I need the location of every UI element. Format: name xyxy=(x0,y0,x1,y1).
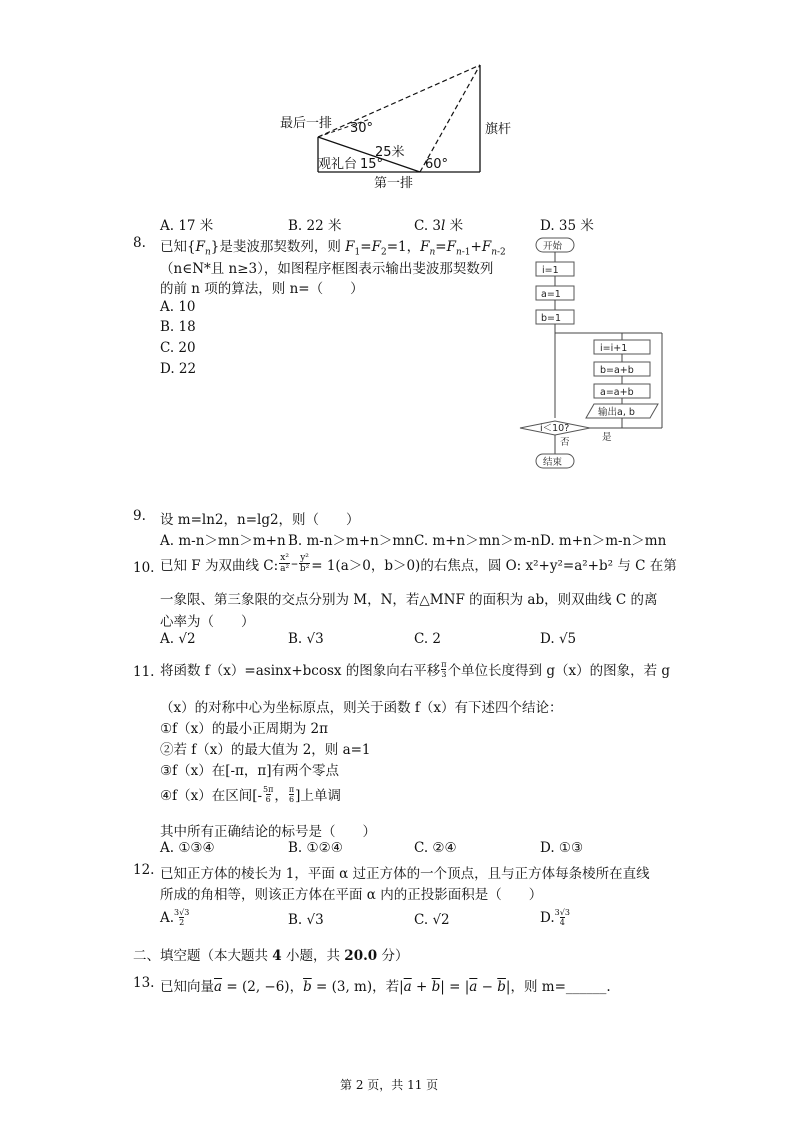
first-row-label: 第一排 xyxy=(374,176,414,191)
q13-stem: 已知向量$\overline{a} = (2$, −6)，$\overline{b} = (3$, m)，若$|\overline{a} + \overline{b}| = |\overline{a} - \overline{b}|$，则 m=______. xyxy=(160,979,611,995)
q11-option-d[interactable]: D. ①③ xyxy=(540,840,584,856)
q11-option-a[interactable]: A. ①③④ xyxy=(160,840,215,856)
fibonacci-flowchart xyxy=(512,232,672,477)
angle-60-label: 60° xyxy=(425,157,449,172)
q10-fraction-y: $\frac{\text{y²}}{\text{b²}}$ xyxy=(299,553,310,574)
q9-option-b[interactable]: B. m-n＞m+n＞mn xyxy=(288,533,414,549)
q11-fraction-pi-3: π 3 xyxy=(441,659,447,679)
q10-option-d[interactable]: D. √5 xyxy=(540,631,577,647)
flowchart-b-init-label: b=1 xyxy=(541,313,562,324)
angle-15-label: 15° xyxy=(360,157,384,172)
q12-option-c[interactable]: C. √2 xyxy=(414,912,450,928)
flowchart-yes-label: 是 xyxy=(602,432,612,443)
q8-stem-line1: 已知$\{F_n\}$是斐波那契数列，则 $F_1=F_2=1$，$F_n=F_{n-1}+F_{n-2}$ xyxy=(160,239,506,258)
q9-option-d[interactable]: D. m+n＞m-n＞mn xyxy=(540,533,667,549)
flowchart-condition-label: i＜10? xyxy=(540,423,570,434)
platform-label: 观礼台 xyxy=(318,157,358,172)
q8-stem-line2: （n∈N*且 n≥3），如图程序框图表示输出斐波那契数列 xyxy=(160,261,494,277)
flowchart-a-update-label: a=a+b xyxy=(600,387,634,398)
page-footer: 第 2 页，共 11 页 xyxy=(340,1078,439,1092)
q11-stem-line2: （x）的对称中心为坐标原点，则关于函数 f（x）有下述四个结论： xyxy=(160,700,563,716)
flowchart-end-label: 结束 xyxy=(543,457,563,468)
q12-option-a[interactable]: A. 3√3 2 xyxy=(160,908,190,927)
q10-stem-line2: 一象限、第三象限的交点分别为 M，N，若△MNF 的面积为 ab，则双曲线 C 的离 xyxy=(160,592,658,608)
q9-option-a[interactable]: A. m-n＞mn＞m+n xyxy=(160,533,286,549)
flowchart-increment-label: i=i+1 xyxy=(600,343,628,354)
flowchart-i-init-label: i=1 xyxy=(542,265,559,276)
q11-statement-4: ④f（x）在区间[- 5π 6 ， π 6 ]上单调 xyxy=(160,784,341,804)
q9-option-c[interactable]: C. m+n＞mn＞m-n xyxy=(414,533,540,549)
q11-statement-2: ②若 f（x）的最大值为 2，则 a=1 xyxy=(160,742,371,758)
q11-stem-line1: 将函数 f（x）=asinx+bcosx 的图象向右平移 π 3 个单位长度得到 g（x）的图象，若 g xyxy=(160,659,671,679)
last-row-label: 最后一排 xyxy=(280,116,333,131)
q10-number: 10. xyxy=(133,560,155,576)
q10-fraction-x: x² a² xyxy=(280,553,290,574)
q11-option-c[interactable]: C. ②④ xyxy=(414,840,457,856)
q11-question: 其中所有正确结论的标号是（ ） xyxy=(160,824,376,840)
q8-stem-line3: 的前 n 项的算法，则 n=（ ） xyxy=(160,281,364,297)
q13-answer-blank[interactable]: ______ xyxy=(565,979,607,995)
q12-option-b[interactable]: B. √3 xyxy=(288,912,324,928)
q11-statement-3: ③f（x）在[-π，π]有两个零点 xyxy=(160,763,340,779)
flowchart-a-init-label: a=1 xyxy=(541,289,561,300)
q12-stem-line2: 所成的角相等，则该正方体在平面 α 内的正投影面积是（ ） xyxy=(160,887,543,903)
q11-fraction-pi-6: π 6 xyxy=(288,784,295,804)
q8-option-c[interactable]: C. 20 xyxy=(160,340,196,356)
flagpole-label: 旗杆 xyxy=(485,122,512,137)
q10-option-a[interactable]: A. √2 xyxy=(160,631,196,647)
q9-number: 9. xyxy=(133,508,146,524)
q12-stem-line1: 已知正方体的棱长为 1，平面 α 过正方体的一个顶点，且与正方体每条棱所在直线 xyxy=(160,866,650,882)
flowchart-no-label: 否 xyxy=(560,437,570,448)
q7-option-a[interactable]: A. 17 米 xyxy=(160,218,214,234)
flagpole-geometry-figure xyxy=(270,55,530,195)
distance-25-label: 25米 xyxy=(375,145,405,160)
q11-number: 11. xyxy=(133,664,155,680)
q7-option-c[interactable]: C. 3l 米 xyxy=(414,218,464,234)
q8-option-d[interactable]: D. 22 xyxy=(160,361,197,377)
q11-fraction-5pi-6: 5π 6 xyxy=(263,784,274,804)
q8-option-b[interactable]: B. 18 xyxy=(160,319,196,335)
q12-option-d-fraction: 3√3 4 xyxy=(554,908,570,927)
q12-option-d[interactable]: D. 3√3 4 xyxy=(540,908,570,927)
q13-number: 13. xyxy=(133,975,155,991)
q12-option-a-fraction: 3√3 2 xyxy=(174,908,190,927)
flowchart-start-label: 开始 xyxy=(543,241,563,252)
q10-option-c[interactable]: C. 2 xyxy=(414,631,442,647)
q12-number: 12. xyxy=(133,862,155,878)
q8-number: 8. xyxy=(133,235,146,251)
q10-stem-line1: 已知 F 为双曲线 C: x² a² – $\frac{\text{y²}}{\text{b²}}$ = 1(a＞0，b＞0)的右焦点，圆 O: x²+y²=a²+b² 与 C 在第 xyxy=(160,553,677,574)
q9-stem: 设 m=ln2，n=lg2，则（ ） xyxy=(160,512,360,528)
flowchart-b-update-label: b=a+b xyxy=(600,365,634,376)
angle-30-label: 30° xyxy=(350,121,374,136)
q10-stem-line3: 心率为（ ） xyxy=(160,614,255,630)
q11-option-b[interactable]: B. ①②④ xyxy=(288,840,343,856)
q7-option-b[interactable]: B. 22 米 xyxy=(288,218,342,234)
section-2-heading: 二、填空题（本大题共 4 小题，共 20.0 分） xyxy=(133,948,409,964)
q11-statement-1: ①f（x）的最小正周期为 2π xyxy=(160,721,328,737)
q8-option-a[interactable]: A. 10 xyxy=(160,299,196,315)
q10-option-b[interactable]: B. √3 xyxy=(288,631,324,647)
q7-option-d[interactable]: D. 35 米 xyxy=(540,218,594,234)
flowchart-output-label: 输出a, b xyxy=(598,407,635,418)
